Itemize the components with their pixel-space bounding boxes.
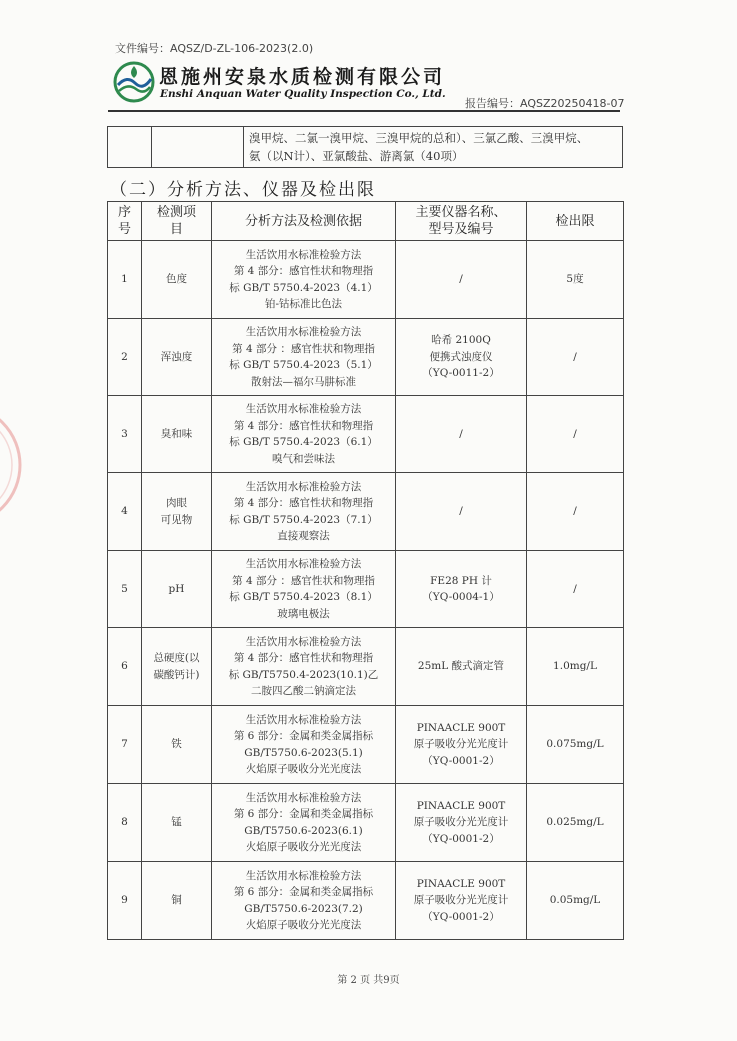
instrument-line: PINAACLE 900T (416, 799, 506, 812)
cell-limit (527, 241, 624, 319)
table-row (108, 784, 624, 862)
cell-no (108, 706, 142, 784)
cell-item (142, 396, 212, 473)
cell-limit (527, 551, 624, 628)
cell-item (142, 551, 212, 628)
cell-no (108, 319, 142, 396)
method-line: 标 GB/T 5750.4-2023（8.1） (229, 591, 378, 603)
detection-limit: / (573, 427, 577, 440)
cell-limit (527, 862, 624, 940)
table-row (108, 551, 624, 628)
instrument-line: （YQ-0001-2） (422, 754, 500, 767)
item-line: 肉眼 (166, 497, 187, 509)
method-line: 散射法—福尔马肼标准 (251, 375, 356, 388)
cell-no (108, 473, 142, 551)
method-line: 生活饮用水标准检验方法 (245, 869, 362, 882)
instrument-line: 25mL 酸式滴定管 (417, 660, 505, 673)
cell-method (212, 628, 396, 706)
document-number: 文件编号：AQSZ/D-ZL-106-2023(2.0) (115, 42, 314, 55)
cell-instrument (396, 396, 527, 473)
cell-instrument (396, 241, 527, 319)
cell-item (142, 706, 212, 784)
cell-instrument (396, 862, 527, 940)
item-line: 锰 (171, 816, 182, 829)
cell-no (108, 862, 142, 940)
company-name-cn: 恩施州安泉水质检测有限公司 (159, 66, 446, 88)
cell-instrument (396, 706, 527, 784)
instrument-line: / (459, 427, 463, 440)
report-number: 报告编号：AQSZ20250418-07 (465, 97, 625, 110)
item-line: 浑浊度 (160, 350, 193, 363)
test-items-cell (244, 127, 623, 168)
cell-limit (527, 473, 624, 551)
method-line: 第 4 部分 ：感官性状和物理指 (232, 574, 375, 587)
method-line: 火焰原子吸收分光光度法 (245, 841, 362, 853)
method-line: 生活饮用水标准检验方法 (245, 791, 362, 804)
method-line: 生活饮用水标准检验方法 (245, 480, 362, 493)
item-line: 可见物 (160, 513, 193, 526)
test-items-line: 溴甲烷、二氯一溴甲烷、三溴甲烷的总和）、三氯乙酸、三溴甲烷、 (249, 131, 589, 145)
cell-method (212, 706, 396, 784)
item-line: pH (168, 582, 185, 595)
cell-method (212, 551, 396, 628)
table-row (108, 127, 623, 168)
method-line: 火焰原子吸收分光光度法 (245, 763, 362, 775)
method-line: GB/T5750.6-2023(5.1) (244, 746, 363, 759)
cell-instrument (396, 319, 527, 396)
header-limit: 检出限 (527, 202, 624, 241)
method-line: 生活饮用水标准检验方法 (245, 326, 362, 338)
table-cell (152, 127, 244, 168)
red-seal-stamp-icon (0, 400, 36, 530)
cell-method (212, 784, 396, 862)
header-instrument: 主要仪器名称、 型号及编号 (396, 202, 527, 241)
item-line: 铜 (171, 894, 182, 907)
instrument-line: 便携式浊度仪 (429, 350, 493, 363)
item-line: 总硬度(以 (153, 652, 200, 664)
table-row (108, 706, 624, 784)
instrument-line: / (459, 273, 463, 286)
cell-no (108, 784, 142, 862)
method-line: 第 6 部分：金属和类金属指标 (233, 808, 374, 820)
instrument-line: （YQ-0011-2） (422, 367, 500, 380)
cell-method (212, 319, 396, 396)
method-line: 铂-钴标准比色法 (264, 298, 343, 310)
cell-item (142, 784, 212, 862)
method-line: 生活饮用水标准检验方法 (245, 248, 362, 261)
row-number: 7 (121, 738, 128, 751)
method-line: 嗅气和尝味法 (272, 452, 335, 465)
method-line: 标 GB/T 5750.4-2023（7.1） (229, 513, 378, 526)
cell-item (142, 628, 212, 706)
section-title: （二）分析方法、仪器及检出限 (110, 180, 376, 200)
instrument-line: （YQ-0004-1） (422, 591, 500, 603)
cell-limit (527, 319, 624, 396)
cell-item (142, 862, 212, 940)
cell-item (142, 241, 212, 319)
cell-method (212, 396, 396, 473)
detection-limit: / (573, 350, 577, 363)
method-line: 二胺四乙酸二钠滴定法 (251, 685, 356, 697)
table-row (108, 241, 624, 319)
method-line: 标 GB/T5750.4-2023(10.1)乙 (228, 668, 379, 681)
method-line: GB/T5750.6-2023(6.1) (244, 824, 363, 837)
item-line: 臭和味 (160, 427, 193, 440)
cell-no (108, 396, 142, 473)
method-line: 第 4 部分：感官性状和物理指 (233, 652, 374, 664)
header-rule (108, 110, 620, 112)
cell-method (212, 241, 396, 319)
method-line: 标 GB/T 5750.4-2023（6.1） (229, 436, 378, 448)
cell-method (212, 862, 396, 940)
method-line: 直接观察法 (277, 530, 330, 542)
row-number: 6 (121, 660, 128, 673)
method-line: GB/T5750.6-2023(7.2) (244, 902, 363, 915)
header-item: 检测项 目 (142, 202, 212, 241)
table-row (108, 319, 624, 396)
method-line: 第 6 部分：金属和类金属指标 (233, 886, 374, 898)
method-line: 火焰原子吸收分光光度法 (245, 919, 362, 931)
table-cell (108, 127, 152, 168)
cell-item (142, 319, 212, 396)
instrument-line: （YQ-0001-2） (422, 910, 500, 923)
method-line: 第 4 部分 ：感官性状和物理指 (232, 342, 375, 355)
item-line: 碳酸钙计) (153, 668, 200, 681)
instrument-line: 哈希 2100Q (431, 334, 491, 347)
methods-table (107, 201, 624, 940)
cell-item (142, 473, 212, 551)
instrument-line: （YQ-0001-2） (422, 832, 500, 845)
method-line: 标 GB/T 5750.4-2023（4.1） (229, 281, 378, 294)
method-line: 第 4 部分：感官性状和物理指 (233, 497, 374, 509)
method-line: 生活饮用水标准检验方法 (245, 558, 362, 570)
instrument-line: 原子吸收分光光度计 (413, 816, 509, 829)
cell-instrument (396, 784, 527, 862)
cell-limit (527, 396, 624, 473)
method-line: 生活饮用水标准检验方法 (245, 403, 362, 415)
instrument-line: PINAACLE 900T (416, 877, 506, 890)
cell-no (108, 628, 142, 706)
detection-limit: 1.0mg/L (553, 660, 597, 673)
detection-limit: / (573, 505, 577, 518)
page-footer: 第 2 页 共9页 (337, 975, 400, 986)
table-row (108, 396, 624, 473)
instrument-line: 原子吸收分光光度计 (413, 738, 509, 751)
instrument-line: PINAACLE 900T (416, 721, 506, 734)
continued-table (107, 126, 623, 168)
detection-limit: / (573, 582, 577, 595)
header-method: 分析方法及检测依据 (212, 202, 396, 241)
cell-limit (527, 628, 624, 706)
method-line: 生活饮用水标准检验方法 (245, 635, 362, 648)
table-row (108, 628, 624, 706)
row-number: 2 (121, 350, 128, 363)
row-number: 9 (121, 894, 128, 907)
header-no: 序 号 (108, 202, 142, 241)
item-line: 铁 (171, 738, 182, 751)
cell-instrument (396, 473, 527, 551)
cell-limit (527, 706, 624, 784)
instrument-line: / (459, 505, 463, 518)
detection-limit: 0.075mg/L (546, 738, 604, 751)
table-row (108, 862, 624, 940)
item-line: 色度 (166, 273, 187, 286)
cell-instrument (396, 628, 527, 706)
method-line: 生活饮用水标准检验方法 (245, 713, 362, 726)
row-number: 8 (121, 816, 128, 829)
detection-limit: 0.025mg/L (546, 816, 604, 829)
table-header-row (108, 202, 624, 241)
instrument-line: FE28 PH 计 (430, 574, 492, 587)
method-line: 玻璃电极法 (277, 607, 330, 620)
row-number: 5 (121, 582, 128, 595)
cell-no (108, 241, 142, 319)
company-logo-icon (113, 61, 155, 103)
detection-limit: 0.05mg/L (549, 894, 601, 907)
cell-no (108, 551, 142, 628)
company-name-en: Enshi Anquan Water Quality Inspection Co., Ltd. (160, 88, 446, 100)
instrument-line: 原子吸收分光光度计 (413, 894, 509, 907)
cell-limit (527, 784, 624, 862)
test-items-line: 氨（以N计）、亚氯酸盐、游离氯（40项） (249, 149, 464, 163)
table-row (108, 473, 624, 551)
method-line: 第 6 部分：金属和类金属指标 (233, 730, 374, 742)
detection-limit: 5度 (566, 273, 584, 286)
method-line: 标 GB/T 5750.4-2023（5.1） (229, 359, 378, 371)
row-number: 3 (121, 427, 128, 440)
cell-method (212, 473, 396, 551)
row-number: 4 (121, 505, 128, 518)
cell-instrument (396, 551, 527, 628)
method-line: 第 4 部分：感官性状和物理指 (233, 419, 374, 432)
method-line: 第 4 部分：感官性状和物理指 (233, 265, 374, 277)
row-number: 1 (121, 273, 128, 286)
